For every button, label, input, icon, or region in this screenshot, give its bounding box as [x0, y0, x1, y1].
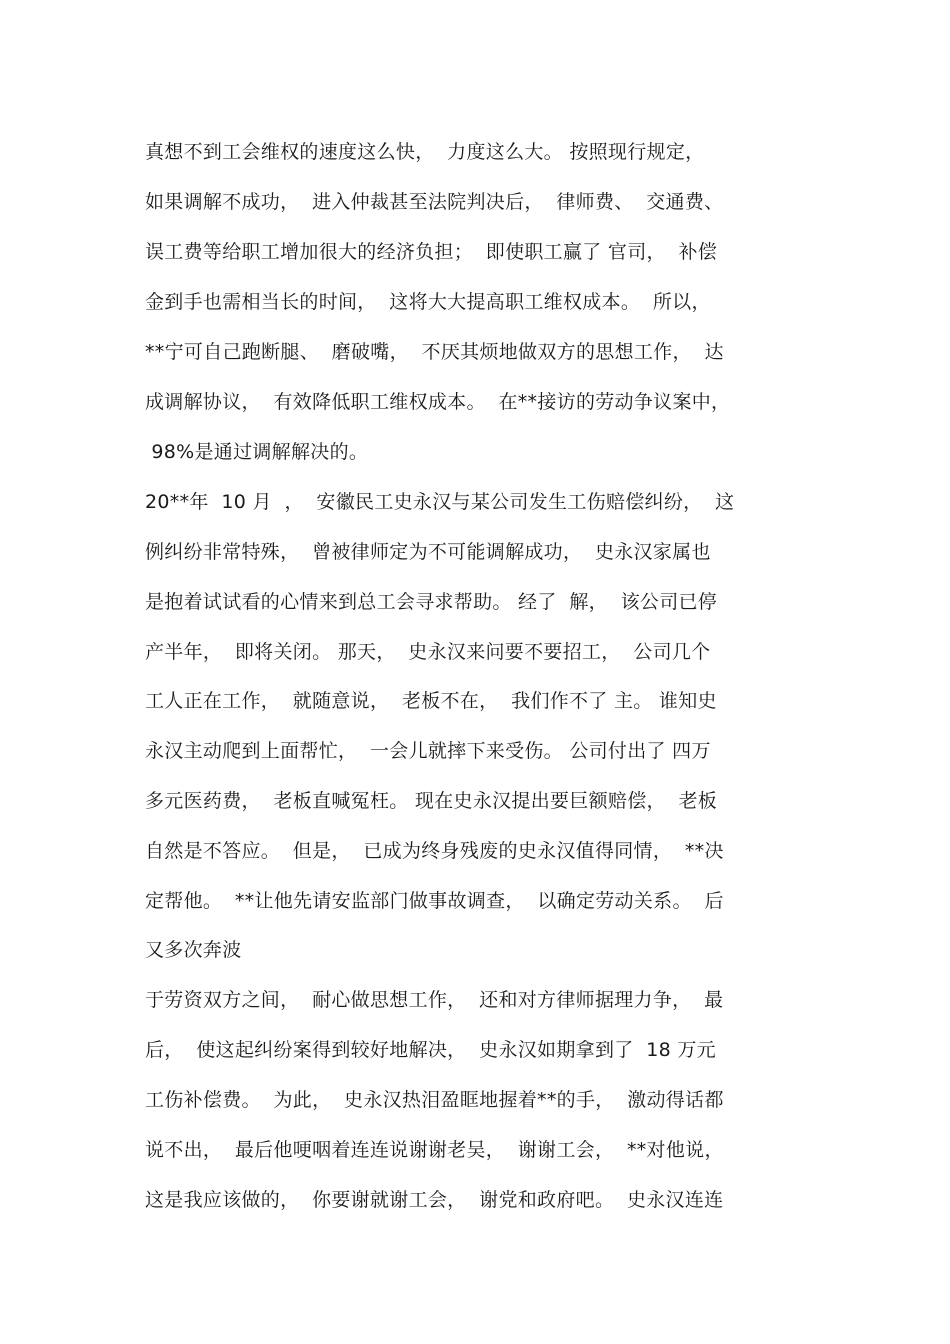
- text-line: 说不出， 最后他哽咽着连连说谢谢老吴， 谢谢工会， **对他说，: [145, 1139, 724, 1161]
- text-line: 如果调解不成功， 进入仲裁甚至法院判决后， 律师费、 交通费、: [145, 191, 724, 213]
- text-line: **宁可自己跑断腿、 磨破嘴， 不厌其烦地做双方的思想工作， 达: [145, 341, 724, 363]
- text-line: 定帮他。 **让他先请安监部门做事故调查， 以确定劳动关系。 后: [145, 890, 724, 912]
- text-line: 多元医药费， 老板直喊冤枉。 现在史永汉提出要巨额赔偿， 老板: [145, 790, 718, 812]
- text-line: 成调解协议， 有效降低职工维权成本。 在**接访的劳动争议案中，: [145, 391, 731, 413]
- text-line: 永汉主动爬到上面帮忙， 一会儿就摔下来受伤。 公司付出了 四万: [145, 740, 711, 762]
- text-line: 是抱着试试看的心情来到总工会寻求帮助。 经了 解， 该公司已停: [145, 591, 718, 613]
- text-line: 产半年， 即将关闭。 那天， 史永汉来问要不要招工， 公司几个: [145, 641, 711, 663]
- text-line: 例纠纷非常特殊， 曾被律师定为不可能调解成功， 史永汉家属也: [145, 541, 711, 563]
- text-line: 20**年 10 月 ， 安徽民工史永汉与某公司发生工伤赔偿纠纷， 这: [145, 491, 735, 513]
- text-line: 又多次奔波: [145, 939, 242, 961]
- text-line: 自然是不答应。 但是， 已成为终身残废的史永汉值得同情， **决: [145, 840, 724, 862]
- text-line: 工人正在工作， 就随意说， 老板不在， 我们作不了 主。 谁知史: [145, 690, 717, 712]
- text-line: 真想不到工会维权的速度这么快， 力度这么大。 按照现行规定，: [145, 141, 705, 163]
- text-line: 于劳资双方之间， 耐心做思想工作， 还和对方律师据理力争， 最: [145, 989, 724, 1011]
- text-line: 这是我应该做的， 你要谢就谢工会， 谢党和政府吧。 史永汉连连: [145, 1189, 724, 1211]
- text-line: 工伤补偿费。 为此， 史永汉热泪盈眶地握着**的手， 激动得话都: [145, 1089, 724, 1111]
- text-line: 金到手也需相当长的时间， 这将大大提高职工维权成本。 所以，: [145, 291, 711, 313]
- text-line: 后， 使这起纠纷案得到较好地解决， 史永汉如期拿到了 18 万元: [145, 1039, 716, 1061]
- text-line: 误工费等给职工增加很大的经济负担； 即使职工赢了 官司， 补偿: [145, 241, 718, 263]
- text-line: 98%是通过调解解决的。: [145, 441, 369, 463]
